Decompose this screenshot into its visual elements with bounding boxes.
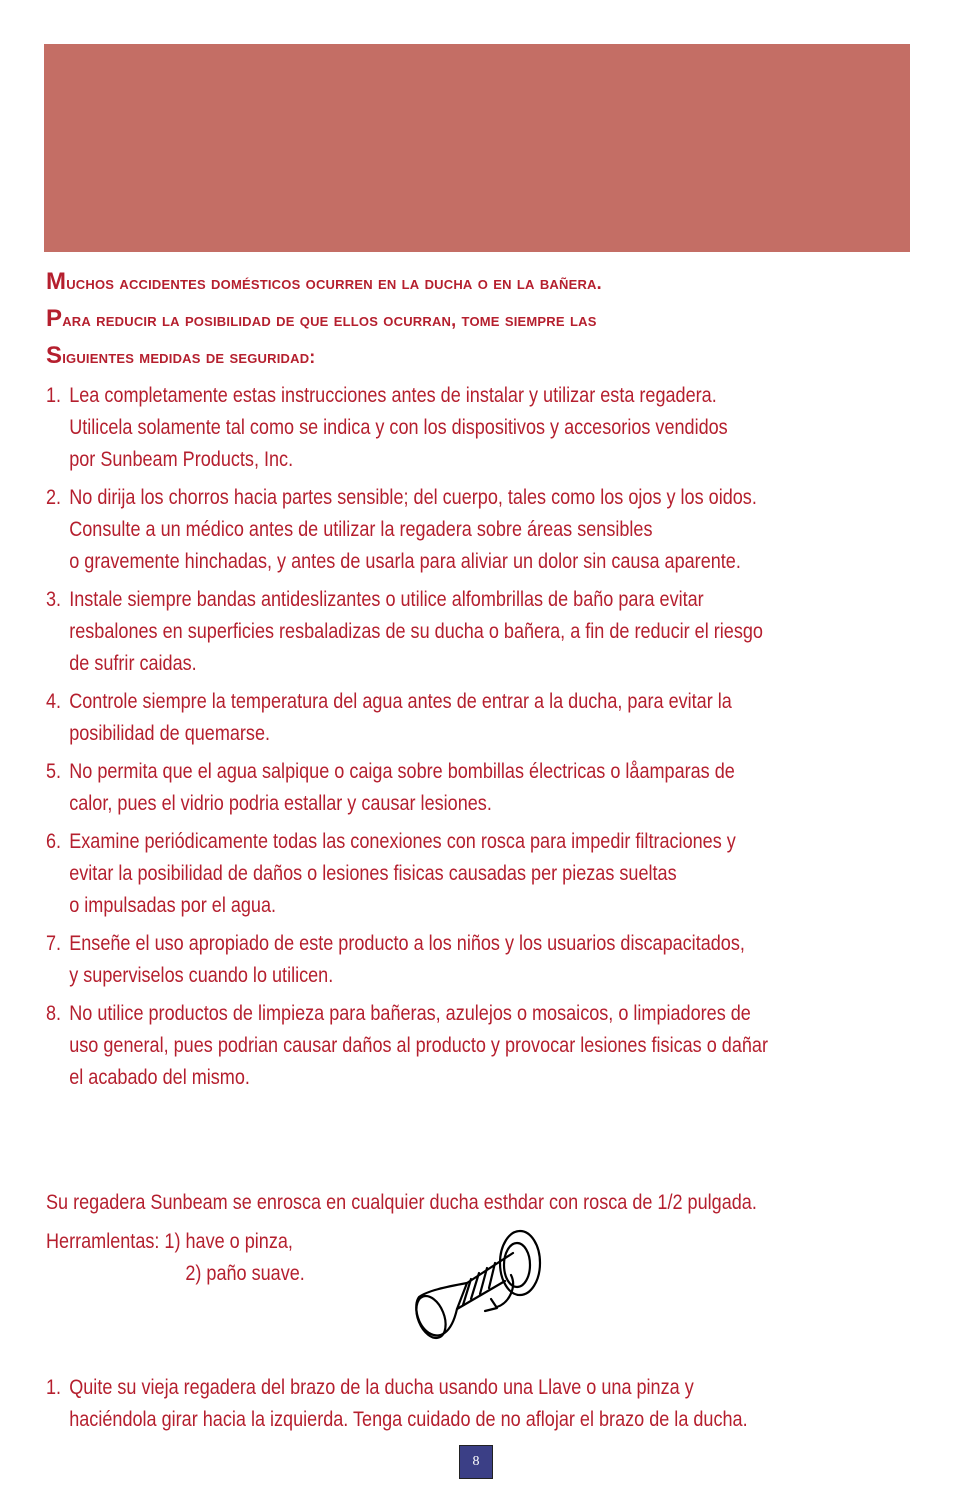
- item-number: 6.: [46, 830, 62, 853]
- safety-intro: [46, 264, 906, 375]
- intro-line-1: Muchos accidentes domésticos ocurren en la ducha o en la bañera.: [46, 268, 602, 295]
- item-text: Lea completamente estas instrucciones antes de instalar y utilizar esta regadera. Utilicela solamente tal como se indica y con los dispositivos y accesorios vendidos por Sunbeam Products, Inc.: [69, 384, 728, 471]
- list-item: [46, 756, 929, 820]
- list-item: [46, 998, 929, 1094]
- list-item: [46, 928, 929, 992]
- intro-line-2: Para reducir la posibilidad de que ellos ocurran, tome siempre las: [46, 305, 597, 332]
- tools-line-1: Herramlentas: 1) have o pinza,: [46, 1230, 293, 1253]
- item-number: 7.: [46, 932, 62, 955]
- tools-list: [46, 1226, 305, 1290]
- showerhead-removal-icon: [405, 1225, 545, 1345]
- step-text: Quite su vieja regadera del brazo de la ducha usando una Llave o una pinza y haciéndola girar hacia la izquierda. Tenga cuidado de no aflojar el brazo de la ducha.: [69, 1376, 748, 1431]
- install-intro: Su regadera Sunbeam se enrosca en cualquier ducha esthdar con rosca de 1/2 pulgada.: [46, 1191, 757, 1214]
- list-item: [46, 380, 929, 476]
- item-text: No utilice productos de limpieza para bañeras, azulejos o mosaicos, o limpiadores de uso general, pues podrian causar daños al producto y provocar lesiones fisicas o dañar el acabado del mismo.: [69, 1002, 768, 1089]
- step-number: 1.: [46, 1376, 62, 1399]
- install-step-1: [46, 1372, 906, 1436]
- item-number: 8.: [46, 1002, 62, 1025]
- item-number: 2.: [46, 486, 62, 509]
- item-text: Instale siempre bandas antideslizantes o utilice alfombrillas de baño para evitar resbalones en superficies resbaladizas de su ducha o bañera, a fin de reducir el riesgo de sufrir caidas.: [69, 588, 763, 675]
- item-text: No permita que el agua salpique o caiga sobre bombillas électricas o låamparas de calor, pues el vidrio podria estallar y causar lesiones.: [69, 760, 735, 815]
- safety-list: [46, 380, 794, 1100]
- item-text: Enseñe el uso apropiado de este producto a los niños y los usuarios discapacitados, y superviselos cuando lo utilicen.: [69, 932, 745, 987]
- tools-line-2: 2) paño suave.: [185, 1262, 305, 1285]
- item-number: 3.: [46, 588, 62, 611]
- item-text: Examine periódicamente todas las conexiones con rosca para impedir filtraciones y evitar la posibilidad de daños o lesiones fisicas causadas per piezas sueltas o impulsadas por el agua.: [69, 830, 736, 917]
- header-banner: [44, 44, 910, 252]
- item-number: 5.: [46, 760, 62, 783]
- list-item: [46, 482, 929, 578]
- list-item: [46, 826, 929, 922]
- list-item: [46, 686, 929, 750]
- page-number: 8: [459, 1445, 493, 1479]
- item-text: Controle siempre la temperatura del agua antes de entrar a la ducha, para evitar la posibilidad de quemarse.: [69, 690, 732, 745]
- item-number: 1.: [46, 384, 62, 407]
- item-text: No dirija los chorros hacia partes sensible; del cuerpo, tales como los ojos y los oidos. Consulte a un médico antes de utilizar la regadera sobre áreas sensibles o gravemente hinchadas, y antes de usarla para aliviar un dolor sin causa aparente.: [69, 486, 757, 573]
- item-number: 4.: [46, 690, 62, 713]
- intro-line-3: Siguientes medidas de seguridad:: [46, 342, 316, 369]
- list-item: [46, 584, 929, 680]
